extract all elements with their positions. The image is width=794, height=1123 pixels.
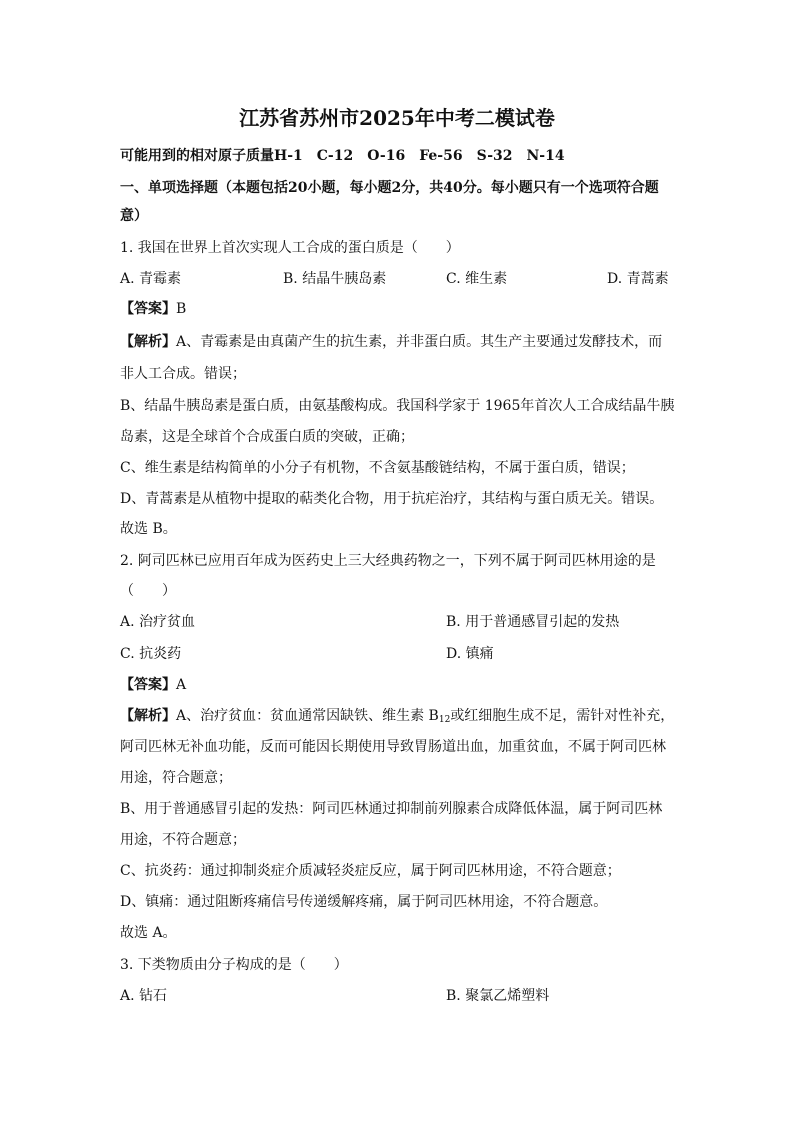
- atomic-mass-line: 可能用到的相对原子质量H-1 C-12 O-16 Fe-56 S-32 N-14: [120, 148, 565, 164]
- q1-answer-tag: 【答案】: [120, 301, 176, 317]
- q2-analysis-text-1b: 或红细胞生成不足，需针对性补充，: [450, 708, 675, 724]
- q3-option-b: B. 聚氯乙烯塑料: [446, 988, 550, 1004]
- q2-answer-value: A: [176, 677, 187, 693]
- q3-option-a: A. 钻石: [120, 988, 168, 1004]
- q2-answer: [120, 675, 186, 695]
- q2-analysis-line-2: 阿司匹林无补血功能，反而可能因长期使用导致胃肠道出血，加重贫血，不属于阿司匹林: [120, 739, 666, 755]
- q2-answer-tag: 【答案】: [120, 677, 176, 693]
- q2-stem: 2. 阿司匹林已应用百年成为医药史上三大经典药物之一，下列不属于阿司匹林用途的是: [120, 553, 656, 569]
- q2-analysis-line-3: 用途，符合题意；: [120, 770, 232, 786]
- q1-analysis-line-6: D、青蒿素是从植物中提取的萜类化合物，用于抗疟治疗，其结构与蛋白质无关。错误。: [120, 491, 664, 507]
- q2-stem-parens: （ ）: [120, 583, 176, 599]
- q1-option-b: B. 结晶牛胰岛素: [283, 271, 387, 287]
- q2-option-a: A. 治疗贫血: [120, 614, 196, 630]
- q1-answer: [120, 299, 186, 319]
- q2-analysis-text-1a: A、治疗贫血：贫血通常因缺铁、维生素 B: [176, 708, 439, 724]
- q1-conclusion: 故选 B。: [120, 521, 177, 537]
- q1-analysis-line-2: 非人工合成。错误；: [120, 366, 246, 382]
- section-heading-line-1: 一、单项选择题（本题包括20小题，每小题2分，共40分。每小题只有一个选项符合题: [120, 180, 659, 196]
- q2-conclusion: 故选 A。: [120, 925, 177, 941]
- q1-analysis-line-1: [120, 332, 662, 352]
- q1-analysis-tag: 【解析】: [120, 334, 176, 350]
- q1-analysis-line-3: B、结晶牛胰岛素是蛋白质，由氨基酸构成。我国科学家于 1965年首次人工合成结晶牛胰: [120, 398, 675, 414]
- q1-stem: 1. 我国在世界上首次实现人工合成的蛋白质是（ ）: [120, 240, 460, 256]
- q1-analysis-text-1: A、青霉素是由真菌产生的抗生素，并非蛋白质。其生产主要通过发酵技术，而: [176, 334, 663, 350]
- q2-analysis-subscript: 12: [438, 715, 451, 725]
- q2-option-c: C. 抗炎药: [120, 646, 182, 662]
- q3-stem: 3. 下类物质由分子构成的是（ ）: [120, 957, 348, 973]
- q1-analysis-line-4: 岛素，这是全球首个合成蛋白质的突破，正确；: [120, 429, 414, 445]
- section-heading-line-2: 意）: [120, 208, 148, 224]
- q1-option-a: A. 青霉素: [120, 271, 182, 287]
- q1-analysis-line-5: C、维生素是结构简单的小分子有机物，不含氨基酸链结构，不属于蛋白质，错误；: [120, 460, 635, 476]
- q1-option-d: D. 青蒿素: [607, 271, 669, 287]
- page-title: 江苏省苏州市2025年中考二模试卷: [239, 106, 555, 130]
- q2-analysis-line-7: D、镇痛：通过阻断疼痛信号传递缓解疼痛，属于阿司匹林用途，不符合题意。: [120, 894, 608, 910]
- q1-answer-value: B: [176, 301, 187, 317]
- q2-option-b: B. 用于普通感冒引起的发热: [446, 614, 620, 630]
- q1-option-c: C. 维生素: [446, 271, 508, 287]
- q2-analysis-line-6: C、抗炎药：通过抑制炎症介质减轻炎症反应，属于阿司匹林用途，不符合题意；: [120, 863, 621, 879]
- q2-analysis-line-5: 用途，不符合题意；: [120, 832, 246, 848]
- q2-option-d: D. 镇痛: [446, 646, 494, 662]
- q2-analysis-line-1: [120, 706, 674, 726]
- q2-analysis-tag: 【解析】: [120, 708, 176, 724]
- q2-analysis-line-4: B、用于普通感冒引起的发热：阿司匹林通过抑制前列腺素合成降低体温，属于阿司匹林: [120, 801, 663, 817]
